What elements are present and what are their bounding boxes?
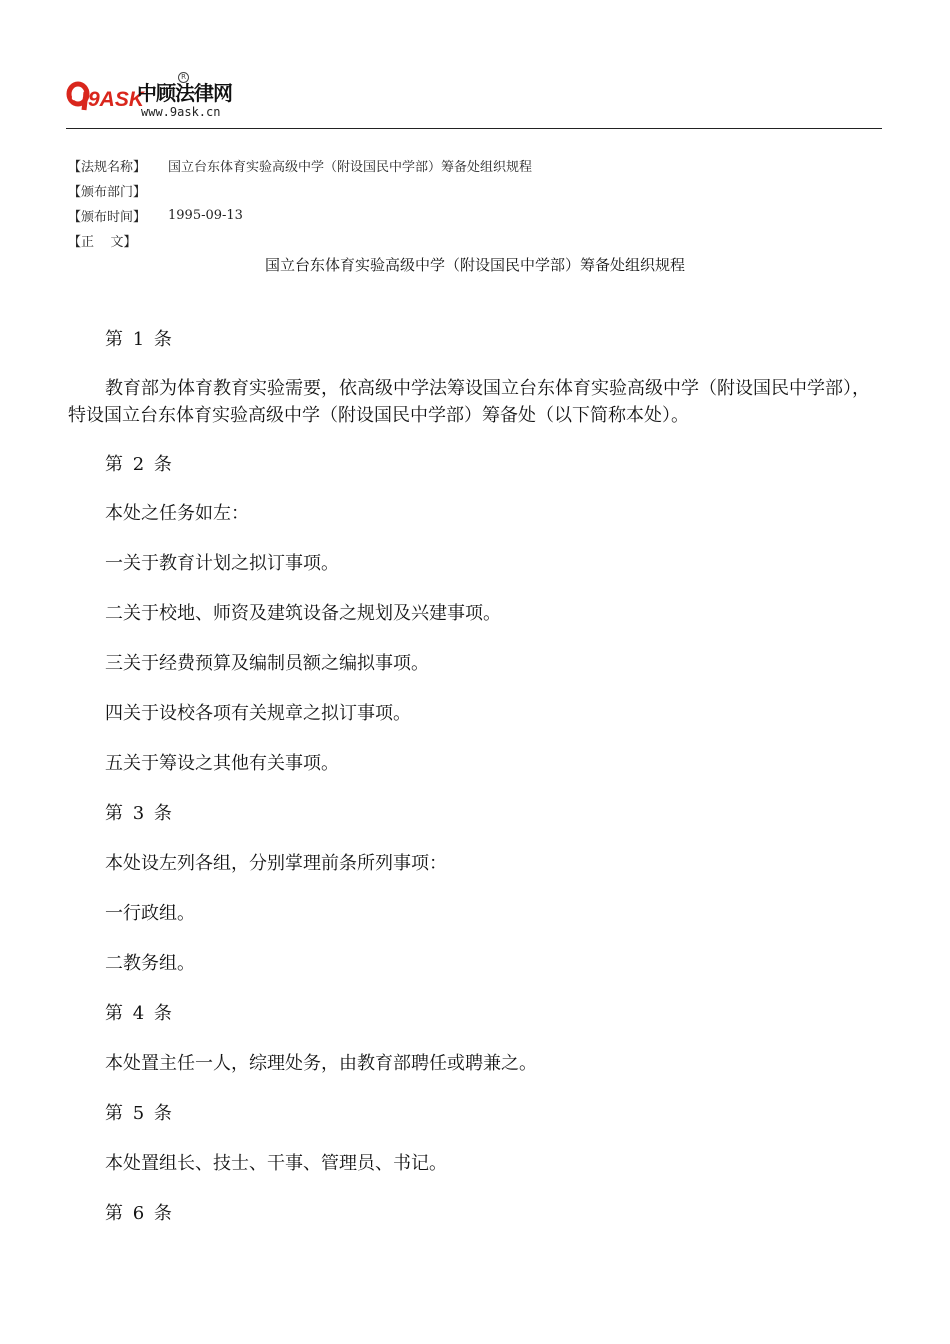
meta-label: 【颁布时间】 — [68, 210, 147, 225]
logo-mark-icon — [66, 72, 145, 112]
meta-label: 【正 文】 — [68, 235, 137, 250]
article-heading: 第 2 条 — [105, 454, 172, 475]
document-body — [68, 326, 880, 1250]
article-text: 一行政组。 — [105, 903, 195, 924]
meta-value: 国立台东体育实验高级中学（附设国民中学部）筹备处组织规程 — [168, 160, 533, 175]
article-text: 本处设左列各组，分别掌理前条所列事项： — [105, 853, 447, 874]
article-text: 本处置组长、技士、干事、管理员、书记。 — [105, 1153, 447, 1174]
article-text: 五关于筹设之其他有关事项。 — [105, 753, 339, 774]
meta-label: 【颁布部门】 — [68, 185, 147, 200]
meta-row-body — [68, 228, 868, 253]
meta-label: 【法规名称】 — [68, 160, 147, 175]
article-heading: 第 4 条 — [105, 1003, 172, 1024]
article-heading: 第 1 条 — [105, 329, 172, 350]
article-text: 四关于设校各项有关规章之拟订事项。 — [105, 703, 411, 724]
brand-url[interactable]: www.9ask.cn — [141, 105, 221, 119]
logo-mark-text: 9ASK — [88, 88, 145, 111]
meta-info — [68, 153, 868, 253]
article-text: 三关于经费预算及编制员额之编拟事项。 — [105, 653, 429, 674]
article-text: 二关于校地、师资及建筑设备之规划及兴建事项。 — [105, 603, 501, 624]
meta-value: 1995-09-13 — [168, 208, 243, 223]
article-text: 教育部为体育教育实验需要，依高级中学法筹设国立台东体育实验高级中学（附设国民中学部），特设国立台东体育实验高级中学（附设国民中学部）筹备处（以下简称本处）。 — [68, 378, 870, 426]
article-heading: 第 6 条 — [105, 1203, 172, 1224]
registered-mark: R — [178, 72, 189, 83]
document-title: 国立台东体育实验高级中学（附设国民中学部）筹备处组织规程 — [264, 256, 685, 274]
header-divider — [66, 128, 882, 129]
article-text: 本处置主任一人，综理处务，由教育部聘任或聘兼之。 — [105, 1053, 537, 1074]
meta-row-name — [68, 153, 868, 178]
article-text: 一关于教育计划之拟订事项。 — [105, 553, 339, 574]
article-heading: 第 3 条 — [105, 803, 172, 824]
site-logo[interactable] — [66, 72, 256, 124]
article-heading: 第 5 条 — [105, 1103, 172, 1124]
meta-row-department — [68, 178, 868, 203]
brand-name: 中顾法律网 — [137, 81, 232, 105]
article-text: 本处之任务如左： — [105, 503, 249, 524]
meta-row-date — [68, 203, 868, 228]
article-text: 二教务组。 — [105, 953, 195, 974]
